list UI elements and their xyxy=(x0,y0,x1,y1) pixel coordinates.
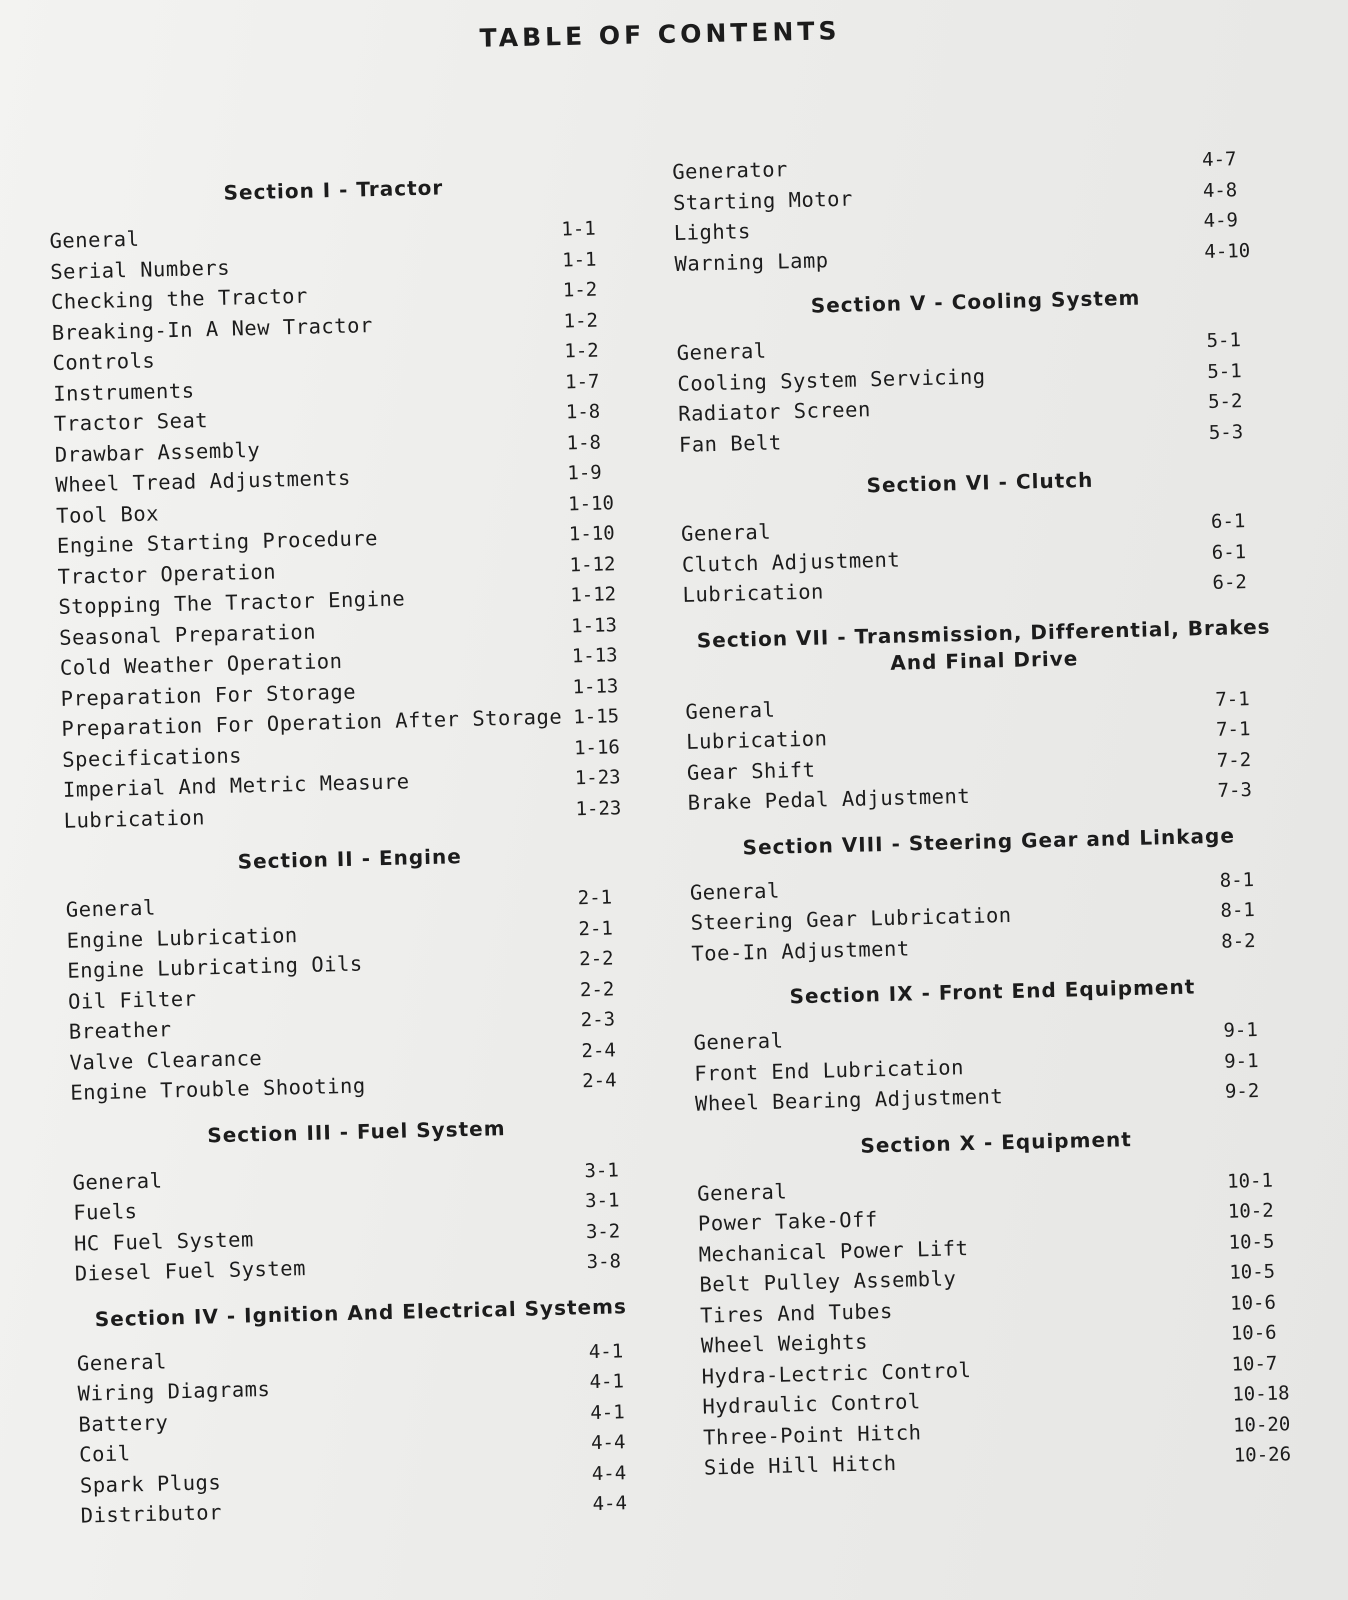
entry-title: Mechanical Power Lift xyxy=(698,1235,969,1267)
entry-page-number: 7-1 xyxy=(1215,718,1251,741)
entry-page-number: 6-1 xyxy=(1210,510,1246,533)
entry-title: Checking the Tractor xyxy=(50,283,309,314)
entry-title: Three-Point Hitch xyxy=(702,1419,922,1450)
entry-page-number: 3-2 xyxy=(585,1219,621,1243)
toc-section xyxy=(680,462,1283,613)
entry-page-number: 4-4 xyxy=(591,1461,627,1485)
section-heading: Section III - Fuel System xyxy=(206,1115,506,1147)
section-heading: Section V - Cooling System xyxy=(810,285,1141,318)
entry-page-number: 4-7 xyxy=(1201,148,1237,172)
toc-section xyxy=(76,1292,651,1534)
entry-title: Fuels xyxy=(72,1199,138,1225)
entry-title: Stopping The Tractor Engine xyxy=(58,586,406,619)
entry-title: HC Fuel System xyxy=(73,1226,255,1256)
entry-page-number: 2-4 xyxy=(581,1069,617,1093)
entry-title: Valve Clearance xyxy=(69,1045,263,1075)
entry-title: General xyxy=(689,878,781,905)
entry-title: Wiring Diagrams xyxy=(77,1376,271,1406)
entry-page-number: 4-1 xyxy=(589,1370,625,1394)
entry-page-number: 10-18 xyxy=(1232,1382,1290,1406)
entry-page-number: 4-10 xyxy=(1204,239,1251,263)
entry-page-number: 2-3 xyxy=(580,1008,616,1032)
entry-page-number: 1-13 xyxy=(572,674,619,698)
section-heading: Section I - Tractor xyxy=(223,175,444,205)
entry-title: Tractor Operation xyxy=(57,559,277,589)
entry-title: Cold Weather Operation xyxy=(59,648,343,680)
right-column xyxy=(672,145,1305,1500)
entry-title: Engine Starting Procedure xyxy=(56,526,379,558)
entry-page-number: 1-8 xyxy=(565,400,601,424)
entry-page-number: 10-6 xyxy=(1230,1321,1277,1345)
entry-page-number: 2-4 xyxy=(581,1038,617,1062)
entry-page-number: 1-2 xyxy=(564,339,599,363)
entry-page-number: 10-26 xyxy=(1233,1443,1292,1467)
entry-page-number: 4-9 xyxy=(1203,209,1239,233)
entry-page-number: 5-2 xyxy=(1207,390,1243,413)
entry-page-number: 7-2 xyxy=(1216,748,1252,772)
entry-title: Hydra-Lectric Control xyxy=(701,1357,972,1389)
entry-title: Toe-In Adjustment xyxy=(691,935,910,966)
section-heading: Section IX - Front End Equipment xyxy=(789,974,1196,1009)
entry-title: Power Take-Off xyxy=(697,1207,879,1236)
entry-page-number: 1-8 xyxy=(566,431,602,454)
entry-title: General xyxy=(696,1178,788,1206)
entry-page-number: 3-1 xyxy=(584,1158,620,1182)
entry-title: Coil xyxy=(78,1441,131,1467)
section-heading: Section II - Engine xyxy=(237,844,463,874)
entry-title: General xyxy=(76,1348,168,1376)
toc-section xyxy=(64,839,640,1111)
entry-page-number: 1-2 xyxy=(562,278,598,302)
entry-title: General xyxy=(685,697,776,724)
entry-page-number: 1-1 xyxy=(561,217,596,241)
entry-page-number: 1-1 xyxy=(561,248,597,271)
entry-page-number: 1-13 xyxy=(571,644,618,668)
entry-title: General xyxy=(680,519,772,546)
entry-title: General xyxy=(693,1028,784,1055)
entry-page-number: 2-1 xyxy=(577,886,613,910)
entry-title: Tool Box xyxy=(55,500,160,528)
entry-title: Radiator Screen xyxy=(677,397,872,426)
entry-title: Brake Pedal Adjustment xyxy=(687,783,971,815)
entry-title: Breather xyxy=(68,1017,172,1044)
entry-page-number: 1-23 xyxy=(574,766,621,790)
entry-title: Battery xyxy=(78,1409,169,1437)
entry-page-number: 9-2 xyxy=(1224,1079,1260,1103)
entry-page-number: 10-2 xyxy=(1227,1199,1274,1223)
entry-page-number: 4-1 xyxy=(590,1400,625,1424)
section-heading: Section X - Equipment xyxy=(860,1126,1133,1158)
entry-title: Wheel Weights xyxy=(700,1329,869,1358)
entry-page-number: 10-7 xyxy=(1231,1352,1278,1376)
entry-title: Front End Lubrication xyxy=(694,1054,965,1086)
section-heading: Section VI - Clutch xyxy=(866,467,1094,498)
entry-title: General xyxy=(676,338,767,365)
entry-page-number: 5-3 xyxy=(1208,420,1244,444)
entry-page-number: 4-8 xyxy=(1202,178,1238,202)
entry-page-number: 2-2 xyxy=(579,977,615,1001)
entry-page-number: 6-2 xyxy=(1212,571,1248,594)
entry-title: Distributor xyxy=(80,1500,223,1528)
entry-page-number: 1-16 xyxy=(573,735,621,759)
entry-page-number: 9-1 xyxy=(1223,1049,1259,1073)
entry-title: Generator xyxy=(672,157,789,184)
entry-title: Lubrication xyxy=(685,726,828,754)
entry-title: Engine Lubricating Oils xyxy=(67,951,363,983)
page-title: TABLE OF CONTENTS xyxy=(479,16,841,53)
entry-page-number: 10-6 xyxy=(1229,1291,1277,1315)
entry-title: Spark Plugs xyxy=(79,1469,222,1498)
entry-title: Steering Gear Lubrication xyxy=(690,902,1012,935)
entry-page-number: 1-12 xyxy=(569,552,616,576)
entry-page-number: 1-15 xyxy=(573,705,620,729)
entry-title: Cooling System Servicing xyxy=(677,363,986,396)
entry-title: Engine Lubrication xyxy=(66,922,299,953)
entry-title: Engine Trouble Shooting xyxy=(70,1073,366,1105)
entry-title: Controls xyxy=(52,348,156,375)
entry-title: Diesel Fuel System xyxy=(74,1256,307,1286)
entry-title: Instruments xyxy=(52,377,195,406)
entry-title: Drawbar Assembly xyxy=(54,437,261,467)
entry-title: Wheel Bearing Adjustment xyxy=(694,1084,1004,1116)
section-heading: Section IV - Ignition And Electrical Systems xyxy=(94,1293,628,1331)
entry-page-number: 8-1 xyxy=(1220,898,1256,922)
entry-page-number: 5-1 xyxy=(1207,359,1242,383)
entry-page-number: 1-23 xyxy=(575,796,622,820)
entry-page-number: 10-1 xyxy=(1226,1169,1274,1193)
toc-section xyxy=(71,1111,645,1292)
entry-page-number: 10-5 xyxy=(1228,1230,1275,1254)
entry-title: General xyxy=(72,1168,163,1195)
entry-page-number: 4-4 xyxy=(592,1492,628,1516)
entry-title: Warning Lamp xyxy=(674,247,829,276)
entry-page-number: 1-10 xyxy=(568,522,615,546)
entry-title: Wheel Tread Adjustments xyxy=(55,465,352,497)
entry-page-number: 1-10 xyxy=(567,491,615,515)
entry-page-number: 2-2 xyxy=(578,947,614,971)
entry-title: Gear Shift xyxy=(686,757,816,785)
entry-page-number: 6-1 xyxy=(1211,540,1247,564)
toc-section xyxy=(692,971,1295,1122)
entry-page-number: 7-1 xyxy=(1215,687,1250,711)
toc-section xyxy=(689,821,1292,972)
entry-page-number: 10-20 xyxy=(1232,1412,1291,1437)
entry-title: General xyxy=(65,895,157,922)
entry-title: Lights xyxy=(673,219,752,245)
entry-page-number: 1-7 xyxy=(564,370,600,393)
entry-title: Preparation For Operation After Storage xyxy=(61,704,563,741)
toc-section xyxy=(48,170,634,839)
entry-page-number: 8-1 xyxy=(1219,868,1255,892)
entry-page-number: 4-4 xyxy=(590,1431,626,1455)
entry-page-number: 1-9 xyxy=(567,461,602,485)
entry-page-number: 1-2 xyxy=(563,309,599,332)
entry-title: Lubrication xyxy=(682,579,825,607)
entry-page-number: 9-1 xyxy=(1223,1018,1259,1042)
entry-title: Clutch Adjustment xyxy=(681,547,901,577)
entry-page-number: 4-1 xyxy=(588,1339,624,1363)
section-heading: Section VIII - Steering Gear and Linkage xyxy=(742,822,1236,859)
entry-title: Fan Belt xyxy=(678,429,782,457)
entry-title: Preparation For Storage xyxy=(60,679,357,711)
entry-page-number: 5-1 xyxy=(1206,329,1242,352)
entry-title: Belt Pulley Assembly xyxy=(699,1266,957,1297)
entry-title: Breaking-In A New Tractor xyxy=(51,312,374,345)
entry-title: Hydraulic Control xyxy=(702,1389,922,1419)
entry-page-number: 2-1 xyxy=(578,916,614,940)
entry-page-number: 8-2 xyxy=(1220,929,1256,953)
toc-section xyxy=(675,281,1279,463)
entry-title: Tires And Tubes xyxy=(699,1298,894,1328)
toc-section xyxy=(696,1122,1304,1487)
entry-title: Starting Motor xyxy=(672,186,854,215)
entry-title: Serial Numbers xyxy=(49,255,231,284)
entry-title: Oil Filter xyxy=(67,986,197,1014)
toc-section xyxy=(683,613,1288,822)
entry-title: Lubrication xyxy=(63,804,206,833)
entry-page-number: 7-3 xyxy=(1217,779,1253,802)
entry-title: Side Hill Hitch xyxy=(703,1450,897,1480)
entry-page-number: 3-1 xyxy=(584,1189,620,1213)
entry-title: Seasonal Preparation xyxy=(58,619,317,650)
section-heading: Section VII - Transmission, Differential, Brakes And Final Drive xyxy=(696,614,1271,675)
entry-title: Specifications xyxy=(61,742,243,772)
entry-page-number: 1-12 xyxy=(570,583,617,607)
toc-section xyxy=(672,145,1275,282)
entry-page-number: 3-8 xyxy=(586,1250,622,1274)
entry-title: Tractor Seat xyxy=(53,408,209,436)
entry-title: General xyxy=(49,226,140,253)
entry-page-number: 1-13 xyxy=(570,613,618,637)
entry-page-number: 10-5 xyxy=(1229,1260,1276,1284)
left-column xyxy=(48,164,651,1548)
entry-title: Imperial And Metric Measure xyxy=(62,769,410,802)
